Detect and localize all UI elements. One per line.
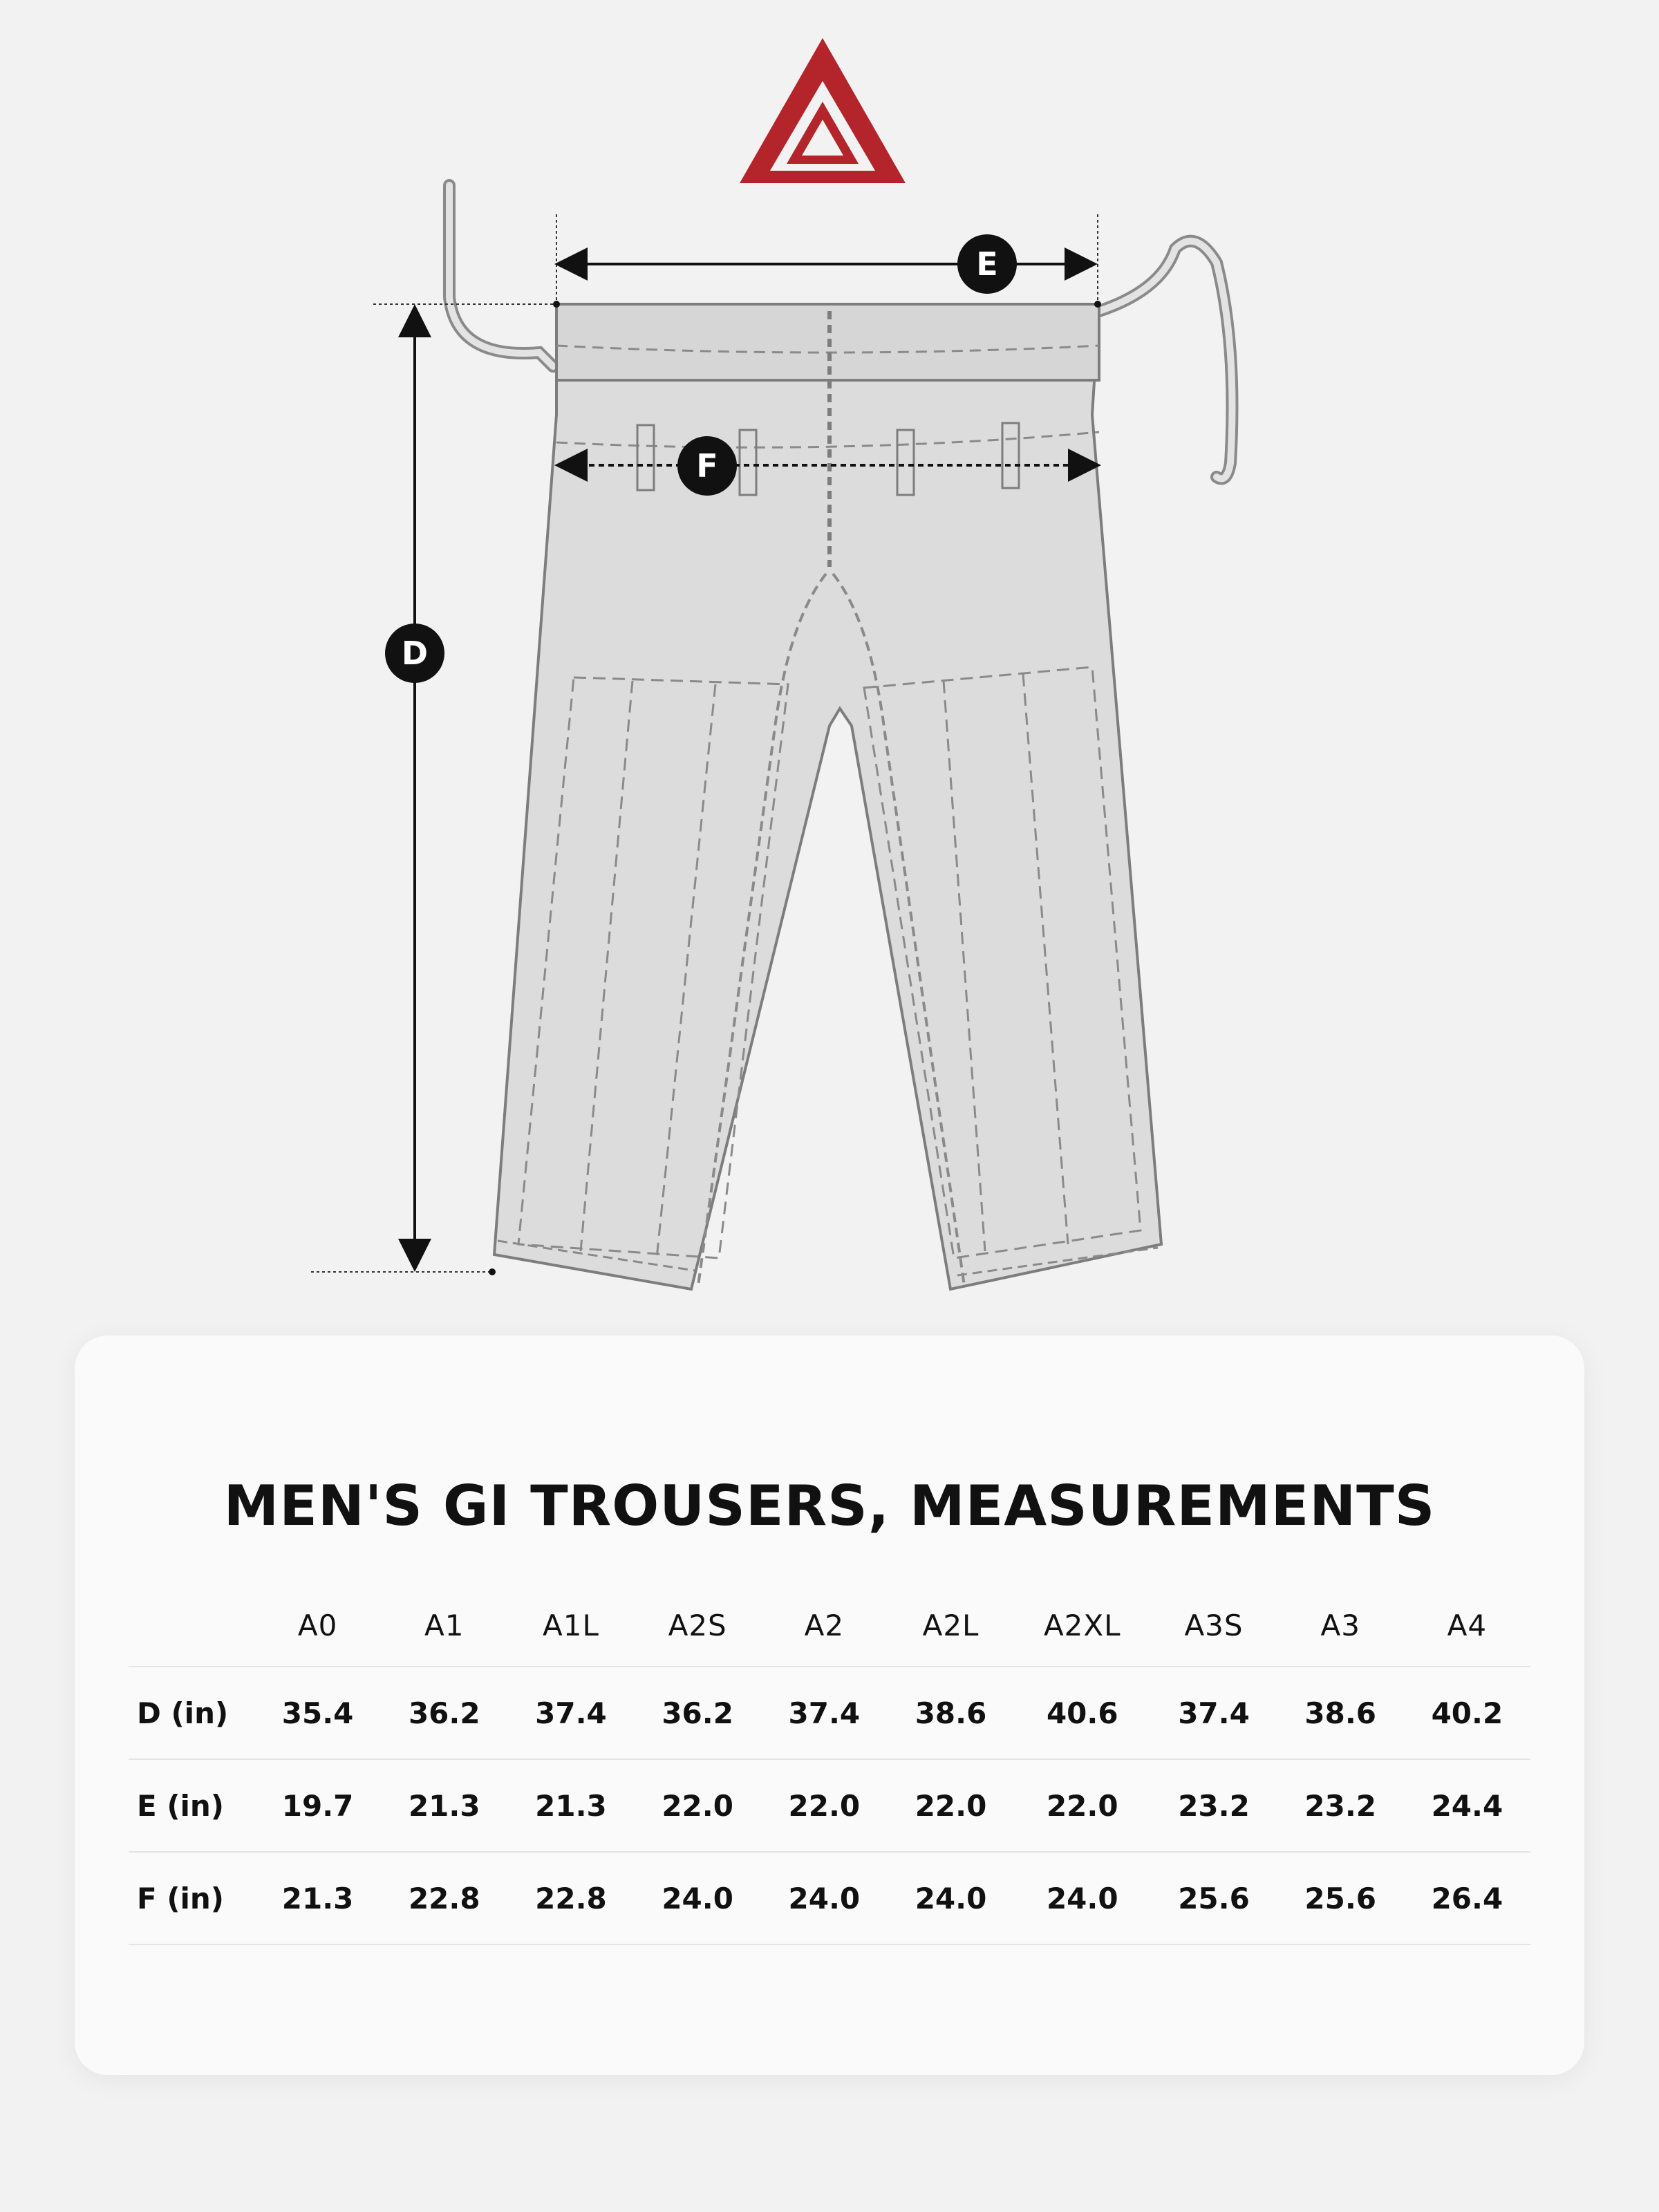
size-header: A2L [922, 1608, 980, 1642]
table-cell: 24.4 [1404, 1759, 1530, 1852]
drawstring-left [449, 185, 553, 366]
brand-logo-icon [740, 38, 906, 187]
drawstring-right [1099, 241, 1232, 479]
table-cell: 24.0 [761, 1852, 888, 1944]
size-header: A2XL [1043, 1608, 1121, 1642]
table-row-e [129, 1759, 1530, 1852]
corner-cell [129, 1584, 254, 1667]
size-header: A0 [297, 1608, 338, 1642]
table-cell: 25.6 [1150, 1852, 1277, 1944]
measurements-card [75, 1335, 1584, 2075]
row-label: F (in) [129, 1852, 254, 1944]
table-cell: 24.0 [635, 1852, 761, 1944]
table-cell: 24.0 [1014, 1852, 1150, 1944]
size-table [129, 1584, 1530, 1945]
table-cell: 36.2 [381, 1667, 507, 1759]
size-header: A2S [668, 1608, 727, 1642]
table-cell: 25.6 [1277, 1852, 1404, 1944]
label-d-badge [385, 624, 444, 683]
size-header: A2 [804, 1608, 845, 1642]
size-header: A3 [1320, 1608, 1360, 1642]
size-header: A3S [1184, 1608, 1244, 1642]
table-cell: 21.3 [507, 1759, 634, 1852]
table-cell: 21.3 [381, 1759, 507, 1852]
label-f-badge [677, 436, 737, 496]
row-label: E (in) [129, 1759, 254, 1852]
table-cell: 38.6 [888, 1667, 1014, 1759]
table-cell: 24.0 [888, 1852, 1014, 1944]
table-cell: 23.2 [1150, 1759, 1277, 1852]
row-label: D (in) [129, 1667, 254, 1759]
table-cell: 36.2 [635, 1667, 761, 1759]
label-e: E [976, 245, 998, 283]
size-header: A1 [424, 1608, 465, 1642]
size-header-row [129, 1584, 1530, 1667]
table-cell: 40.6 [1014, 1667, 1150, 1759]
table-cell: 37.4 [1150, 1667, 1277, 1759]
label-d: D [401, 635, 429, 672]
table-cell: 37.4 [507, 1667, 634, 1759]
table-row-f [129, 1852, 1530, 1944]
table-cell: 35.4 [254, 1667, 381, 1759]
table-cell: 22.8 [381, 1852, 507, 1944]
table-cell: 26.4 [1404, 1852, 1530, 1944]
table-cell: 40.2 [1404, 1667, 1530, 1759]
table-cell: 37.4 [761, 1667, 888, 1759]
trousers-diagram [0, 173, 1659, 1313]
table-cell: 22.0 [635, 1759, 761, 1852]
label-e-badge [957, 234, 1017, 294]
label-f: F [696, 447, 718, 485]
table-cell: 22.0 [888, 1759, 1014, 1852]
table-title: MEN'S GI TROUSERS, MEASUREMENTS [223, 1474, 1436, 1538]
table-row-d [129, 1667, 1530, 1759]
size-header: A1L [543, 1608, 599, 1642]
table-cell: 21.3 [254, 1852, 381, 1944]
table-cell: 22.8 [507, 1852, 634, 1944]
table-cell: 38.6 [1277, 1667, 1404, 1759]
table-cell: 22.0 [1014, 1759, 1150, 1852]
table-cell: 19.7 [254, 1759, 381, 1852]
table-cell: 22.0 [761, 1759, 888, 1852]
table-cell: 23.2 [1277, 1759, 1404, 1852]
size-header: A4 [1447, 1608, 1488, 1642]
